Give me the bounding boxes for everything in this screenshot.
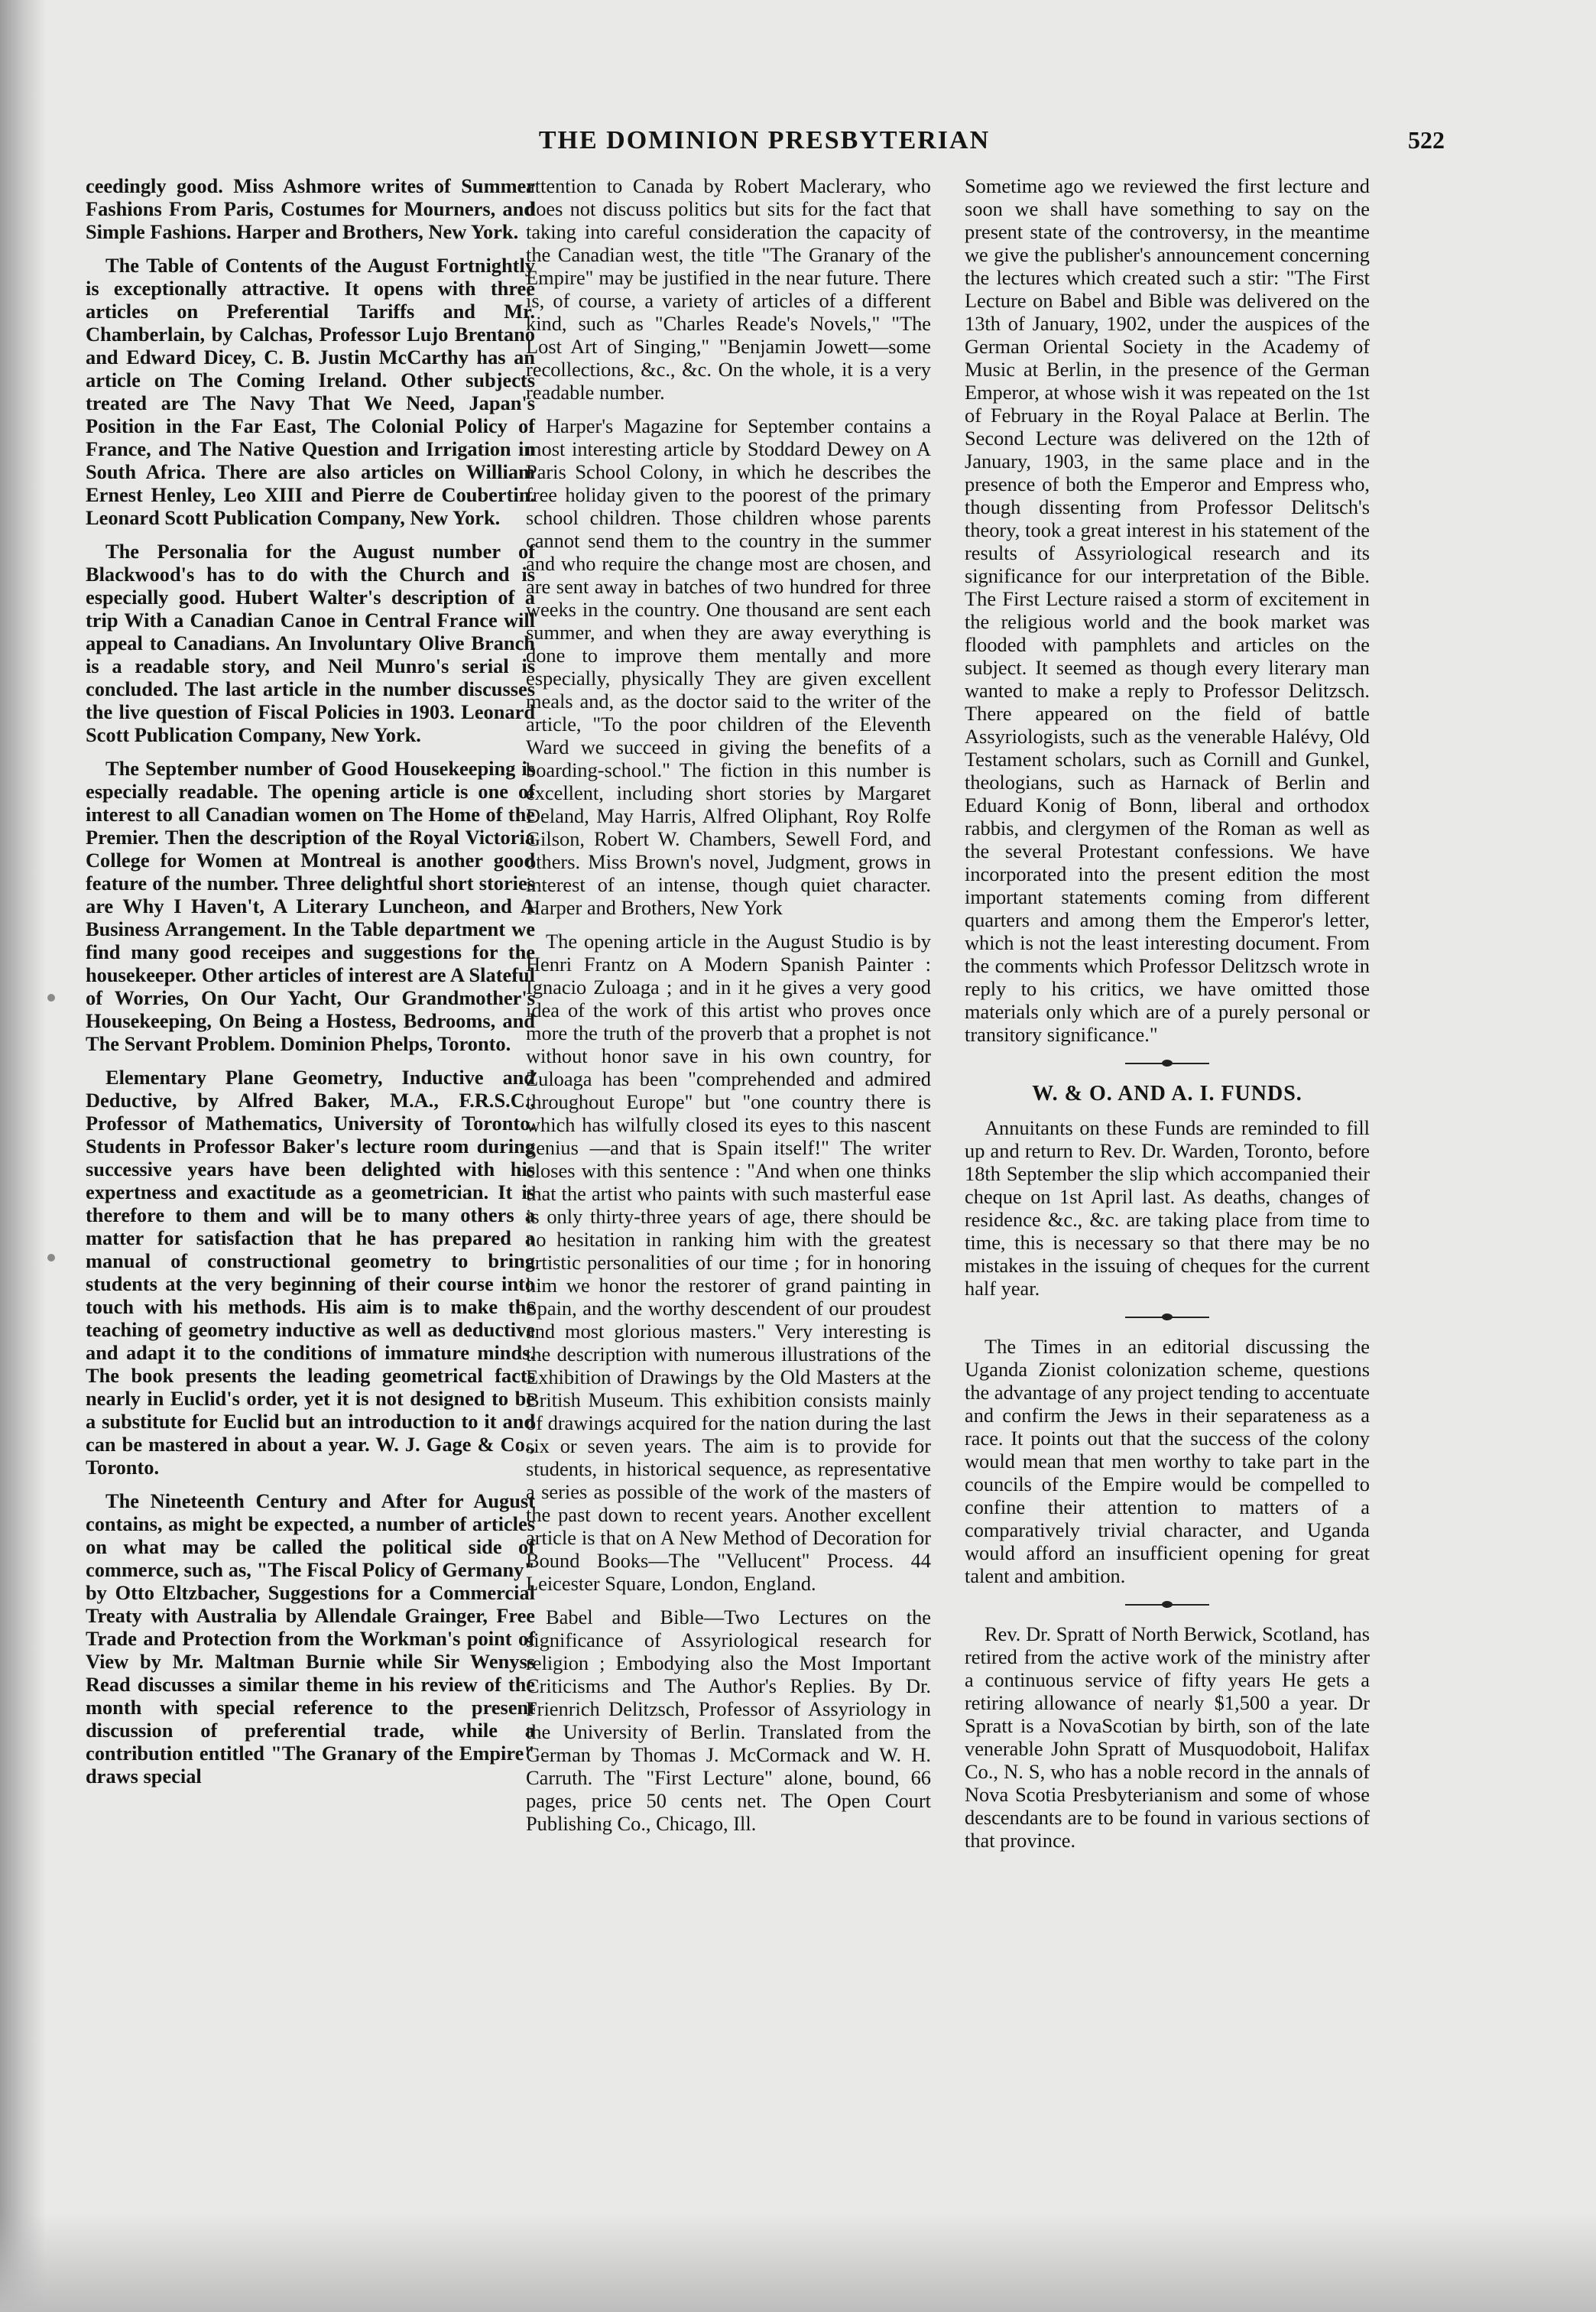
paragraph: attention to Canada by Robert Maclerary, who does not discuss politics but sits for the fact that taking into careful consideration the capacity of the Canadian west, the title "The Granary of the Empire" may be justified in the near future. There is, of course, a variety of articles of a different kind, such as "Charles Reade's Novels," "The Lost Art of Singing," "Benjamin Jowett—some recollections, &c., &c. On the whole, it is a very readable number. (526, 174, 931, 404)
journal-title: THE DOMINION PRESBYTERIAN (538, 126, 991, 154)
page-number: 522 (1408, 126, 1445, 154)
paragraph: The September number of Good Housekeeping is especially readable. The opening article is one of interest to all Canadian women on The Home of the Premier. Then the description of the Royal Victoria College for Women at Montreal is another good feature of the number. Three delightful short stories are Why I Haven't, A Literary Luncheon, and A Business Arrangement. In the Table department we find many good receipes and suggestions for the housekeeper. Other articles of interest are A Slateful of Worries, On Our Yacht, Our Grandmother's Housekeeping, On Being a Hostess, Bedrooms, and The Servant Problem. Dominion Phelps, Toronto. (86, 757, 535, 1055)
paragraph: The Personalia for the August number of Blackwood's has to do with the Church and is especially good. Hubert Walter's description of a trip With a Canadian Canoe in Central France will appeal to Canadians. An Involuntary Olive Branch is a readable story, and Neil Munro's serial is concluded. The last article in the number discusses the live question of Fiscal Policies in 1903. Leonard Scott Publication Company, New York. (86, 540, 535, 746)
paragraph: The Nineteenth Century and After for August contains, as might be expected, a number of articles on what may be called the political side of commerce, such as, "The Fiscal Policy of Germany" by Otto Eltzbacher, Suggestions for a Commercial Treaty with Australia by Allendale Grainger, Free Trade and Protection from the Workman's point of View by Mr. Maltman Burnie while Sir Wenyss Read discusses a similar theme in his review of the month with special reference to the present discussion of preferential trade, while a contribution entitled "The Granary of the Empire" draws special (86, 1489, 535, 1788)
page-edge-shadow (0, 2213, 1596, 2312)
paragraph: Babel and Bible—Two Lectures on the significance of Assyriological research for religion ; Embodying also the Most Important Criticisms and The Author's Replies. By Dr. Frienrich Delitzsch, Professor of Assyriology in the University of Berlin. Translated from the German by Thomas J. McCormack and W. H. Carruth. The "First Lecture" alone, bound, 66 pages, price 50 cents net. The Open Court Publishing Co., Chicago, Ill. (526, 1606, 931, 1835)
column-3 (965, 174, 1370, 1862)
paragraph: Harper's Magazine for September contains a most interesting article by Stoddard Dewey on A Paris School Colony, in which he describes the free holiday given to the poorest of the primary school children. Those children whose parents cannot send them to the country in the summer and who require the change most are chosen, and are sent away in batches of two hundred for three weeks in the country. One thousand are sent each summer, and when they are away everything is done to improve them mentally and more especially, physically They are given excellent meals and, as the doctor said to the writer of the article, "To the poor children of the Eleventh Ward we succeed in giving the benefits of a boarding-school." The fiction in this number is excellent, including short stories by Margaret Deland, May Harris, Alfred Oliphant, Roy Rolfe Gilson, Robert W. Chambers, Sewell Ford, and others. Miss Brown's novel, Judgment, grows in interest of an intense, though quiet character. Harper and Brothers, New York (526, 414, 931, 919)
section-divider (965, 1310, 1370, 1324)
binding-hole (47, 1254, 55, 1262)
section-title: W. & O. AND A. I. FUNDS. (1032, 1082, 1302, 1106)
paragraph: Annuitants on these Funds are reminded to fill up and return to Rev. Dr. Warden, Toronto, before 18th September the slip which accompanied their cheque on 1st April last. As deaths, changes of residence &c., &c. are taking place from time to time, this is necessary so that there may be no mistakes in the issuing of cheques for the current half year. (965, 1116, 1370, 1300)
paragraph: ceedingly good. Miss Ashmore writes of Summer Fashions From Paris, Costumes for Mourners, and Simple Fashions. Harper and Brothers, New York. (86, 174, 535, 243)
column-2 (526, 174, 931, 1846)
column-1 (86, 174, 535, 1798)
section-divider (965, 1598, 1370, 1612)
binding-hole (47, 994, 55, 1002)
paragraph: Elementary Plane Geometry, Inductive and Deductive, by Alfred Baker, M.A., F.R.S.C., Professor of Mathematics, University of Toronto. Students in Professor Baker's lecture room during successive years have been delighted with his expertness and exactitude as a geometrician. It is therefore to them and will be to many others a matter for satisfaction that he has prepared a manual of constructional geometry to bring students at the very beginning of their course into touch with his methods. His aim is to make the teaching of geometry inductive as well as deductive and adapt it to the conditions of immature minds. The book presents the leading geometrical facts nearly in Euclid's order, yet it is not designed to be a substitute for Euclid but an introduction to it and can be mastered in about a year. W. J. Gage & Co., Toronto. (86, 1066, 535, 1479)
paragraph: The Times in an editorial discussing the Uganda Zionist colonization scheme, questions the advantage of any project tending to accentuate and confirm the Jews in their separateness as a race. It points out that the success of the colony would mean that men worthy to take part in the councils of the Empire would be compelled to confine their attention to matters of a comparatively trivial character, and Uganda would afford an insufficient opening for great talent and ambition. (965, 1335, 1370, 1587)
paragraph: The Table of Contents of the August Fortnightly is exceptionally attractive. It opens with three articles on Preferential Tariffs and Mr. Chamberlain, by Calchas, Professor Lujo Brentano and Edward Dicey, C. B. Justin McCarthy has an article on The Coming Ireland. Other subjects treated are The Navy That We Need, Japan's Position in the Far East, The Colonial Policy of France, and The Native Question and Irrigation in South Africa. There are also articles on William Ernest Henley, Leo XIII and Pierre de Coubertin. Leonard Scott Publication Company, New York. (86, 254, 535, 529)
page-header (84, 126, 1445, 160)
paragraph: The opening article in the August Studio is by Henri Frantz on A Modern Spanish Painter : Ignacio Zuloaga ; and in it he gives a very good idea of the work of this artist who proves once more the truth of the proverb that a prophet is not without honor save in his own country, for Zuloaga has been "comprehended and admired throughout Europe" but "one country there is which has wilfully closed its eyes to this nascent genius —and that is Spain itself!" The writer closes with this sentence : "And when one thinks that the artist who paints with such masterful ease is only thirty-three years of age, there should be no hesitation in ranking him with the greatest artistic personalities of our time ; for in honoring him we honor the restorer of grand painting in Spain, and the worthy descendent of our proudest and most glorious masters." Very interesting is the description with numerous illustrations of the Exhibition of Drawings by the Old Masters at the British Museum. This exhibition consists mainly of drawings acquired for the nation during the last six or seven years. The aim is to provide for students, in historical sequence, as representative a series as possible of the work of the masters of the past down to recent years. Another excellent article is that on A New Method of Decoration for Bound Books—The "Vellucent" Process. 44 Leicester Square, London, England. (526, 930, 931, 1595)
binding-shadow (0, 0, 46, 2312)
paragraph: Sometime ago we reviewed the first lecture and soon we shall have something to say on the present state of the controversy, in the meantime we give the publisher's announcement concerning the lectures which created such a stir: "The First Lecture on Babel and Bible was delivered on the 13th of January, 1902, under the auspices of the German Oriental Society in the Academy of Music at Berlin, in the presence of the German Emperor, at whose wish it was repeated on the 1st of February in the Royal Palace at Berlin. The Second Lecture was delivered on the 12th of January, 1903, in the same place and in the presence of both the Emperor and Empress who, though dissenting from Professor Delitsch's theory, took a great interest in his statement of the results of Assyriological research and its significance for our interpretation of the Bible. The First Lecture raised a storm of excitement in the religious world and the book market was flooded with pamphlets and articles on the subject. It seemed as though every literary man wanted to make a reply to Professor Delitzsch. There appeared on the field of battle Assyriologists, such as the venerable Halévy, Old Testament scholars, such as Cornill and Gunkel, theologians, such as Harnack of Berlin and Eduard Konig of Bonn, liberal and orthodox rabbis, and clergymen of the Roman as well as the several Protestant confessions. We have incorporated into the present edition the most important statements coming from different quarters and among them the Emperor's letter, which is not the least interesting document. From the comments which Professor Delitzsch wrote in reply to his critics, we have omitted those materials only which are of a purely personal or transitory significance." (965, 174, 1370, 1046)
section-divider (965, 1057, 1370, 1070)
paragraph: Rev. Dr. Spratt of North Berwick, Scotland, has retired from the active work of the ministry after a continuous service of fifty years He gets a retiring allowance of nearly $1,500 a year. Dr Spratt is a NovaScotian by birth, son of the late venerable John Spratt of Musquodoboit, Halifax Co., N. S, who has a noble record in the annals of Nova Scotia Presbyterianism and some of whose descendants are to be found in various sections of that province. (965, 1622, 1370, 1852)
